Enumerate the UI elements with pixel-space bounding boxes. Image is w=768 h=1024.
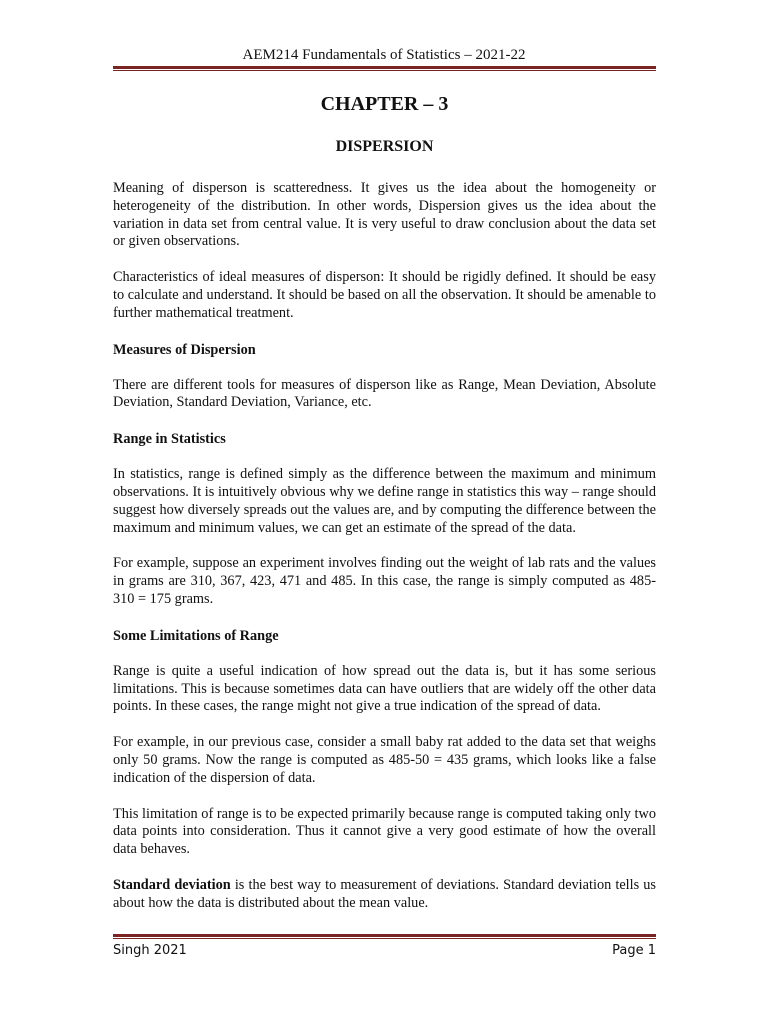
- running-header: AEM214 Fundamentals of Statistics – 2021-22: [242, 47, 526, 63]
- paragraph-tools: There are different tools for measures of disperson like as Range, Mean Deviation, Absolute Deviation, Standard Deviation, Variance, etc.: [113, 376, 656, 411]
- paragraph-range-example: For example, suppose an experiment involves finding out the weight of lab rats and the values in grams are 310, 367, 423, 471 and 485. In this case, the range is simply computed as 485-310 = 175 grams.: [113, 555, 656, 607]
- heading-range-in-statistics: Range in Statistics: [113, 431, 226, 448]
- paragraph-range-definition: In statistics, range is defined simply as the difference between the maximum and minimum observations. It is intuitively obvious why we define range in statistics this way – range should suggest how diversely spreads out the values are, and by computing the difference between the maximum and minimum values, we can get an estimate of the spread of the data.: [113, 466, 656, 536]
- chapter-title: CHAPTER – 3: [320, 93, 449, 115]
- footer-author: Singh 2021: [113, 943, 187, 958]
- header-rule: [113, 66, 656, 71]
- paragraph-standard-deviation: [113, 877, 656, 913]
- footer-rule: [113, 934, 656, 939]
- paragraph-characteristics: Characteristics of ideal measures of disperson: It should be rigidly defined. It should be easy to calculate and understand. It should be based on all the observation. It should be amenable to further mathematical treatment.: [113, 269, 656, 321]
- standard-deviation-term: Standard deviation: [113, 876, 231, 893]
- paragraph-meaning: Meaning of disperson is scatteredness. It gives us the idea about the homogeneity or heterogeneity of the distribution. In other words, Dispersion gives us the idea about the variation in data set from central value. It is very useful to draw conclusion about the data set or given observations.: [113, 180, 656, 250]
- paragraph-two-points: This limitation of range is to be expected primarily because range is computed taking only two data points into consideration. Thus it cannot give a very good estimate of how the overall data behaves.: [113, 805, 656, 858]
- footer-page-number: Page 1: [612, 943, 656, 958]
- page-content: [113, 90, 656, 913]
- paragraph-limitations: Range is quite a useful indication of how spread out the data is, but it has some serious limitations. This is because sometimes data can have outliers that are widely off the other data points. In these cases, the range might not give a true indication of the spread of data.: [113, 662, 656, 715]
- paragraph-outlier-example: For example, in our previous case, consider a small baby rat added to the data set that weighs only 50 grams. Now the range is computed as 485-50 = 435 grams, which looks like a false indication of the dispersion of data.: [113, 734, 656, 786]
- heading-measures-of-dispersion: Measures of Dispersion: [113, 341, 256, 358]
- heading-limitations-of-range: Some Limitations of Range: [113, 627, 279, 644]
- chapter-subtitle: DISPERSION: [335, 138, 434, 155]
- standard-deviation-text: is the best way to measurement of deviations. Standard deviation tells us about how the data is distributed about the mean value.: [113, 876, 656, 911]
